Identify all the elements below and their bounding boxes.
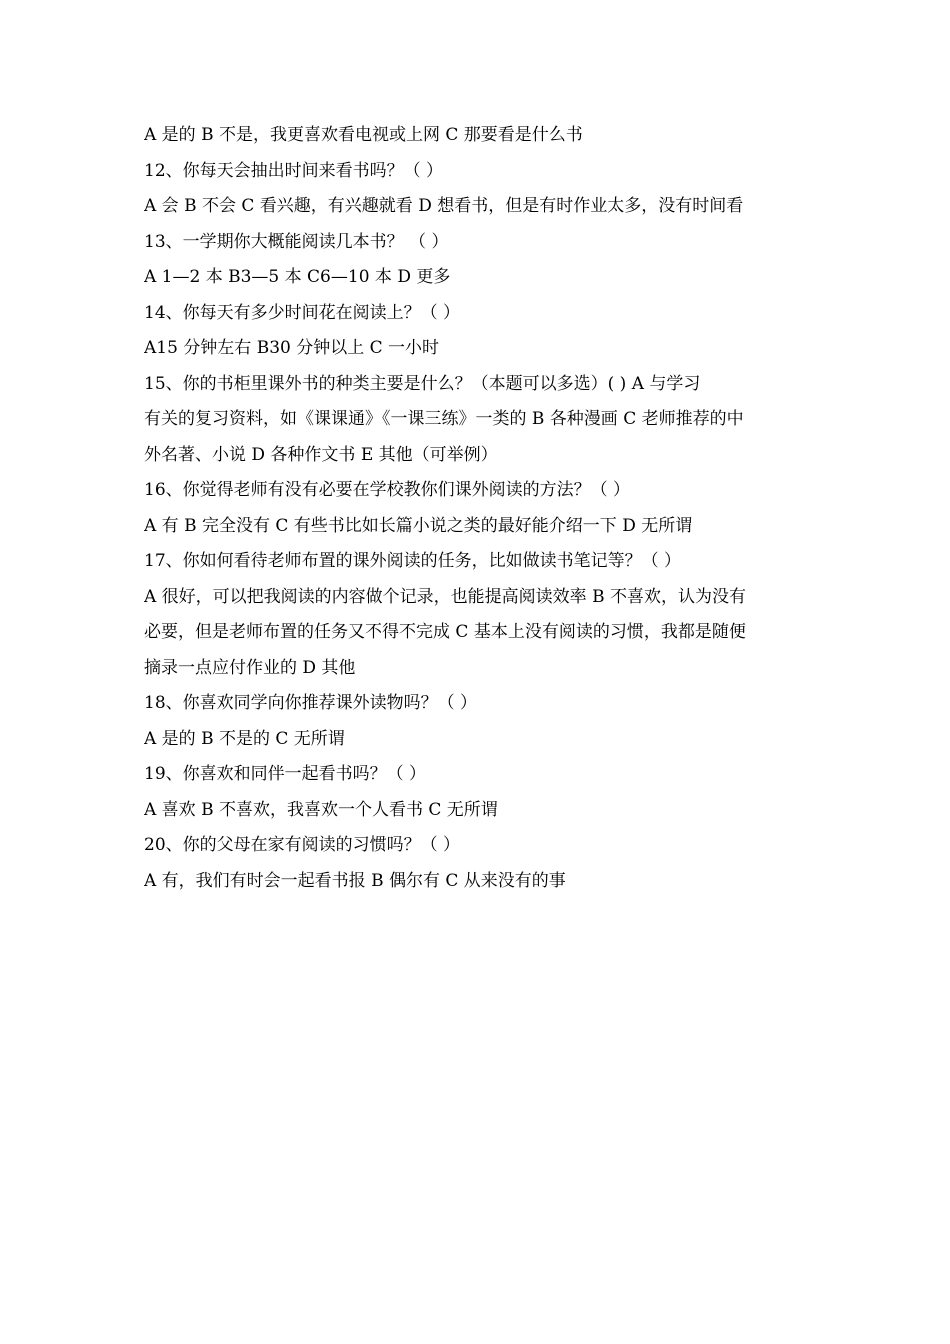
- answer-options-19: A 喜欢 B 不喜欢，我喜欢一个人看书 C 无所谓: [144, 799, 498, 820]
- answer-options-18: A 是的 B 不是的 C 无所谓: [144, 728, 345, 749]
- question-17: 17、你如何看待老师布置的课外阅读的任务，比如做读书笔记等？（ ）: [144, 551, 682, 571]
- answer-options-14: A15 分钟左右 B30 分钟以上 C 一小时: [144, 338, 440, 358]
- answer-options-15-line-1: 有关的复习资料，如《课课通》《一课三练》一类的 B 各种漫画 C 老师推荐的中: [144, 409, 744, 429]
- question-13: 13、一学期你大概能阅读几本书？ （ ）: [144, 231, 449, 252]
- answer-options-15-line-2: 外名著、小说 D 各种作文书 E 其他（可举例）: [144, 444, 498, 465]
- answer-options-17-line-2: 必要，但是老师布置的任务又不得不完成 C 基本上没有阅读的习惯，我都是随便: [144, 622, 746, 642]
- question-20: 20、你的父母在家有阅读的习惯吗？（ ）: [144, 835, 461, 855]
- question-18: 18、你喜欢同学向你推荐课外读物吗？（ ）: [144, 693, 478, 713]
- answer-options-13: A 1—2 本 B3—5 本 C6—10 本 D 更多: [144, 267, 451, 287]
- answer-options-20: A 有，我们有时会一起看书报 B 偶尔有 C 从来没有的事: [144, 870, 566, 891]
- question-12: 12、你每天会抽出时间来看书吗？（ ）: [144, 160, 444, 181]
- answer-options-11: A 是的 B 不是，我更喜欢看电视或上网 C 那要看是什么书: [144, 125, 583, 145]
- answer-options-17-line-1: A 很好，可以把我阅读的内容做个记录，也能提高阅读效率 B 不喜欢，认为没有: [144, 586, 746, 607]
- answer-options-16: A 有 B 完全没有 C 有些书比如长篇小说之类的最好能介绍一下 D 无所谓: [144, 515, 693, 536]
- question-19: 19、你喜欢和同伴一起看书吗？（ ）: [144, 764, 427, 784]
- answer-options-12: A 会 B 不会 C 看兴趣，有兴趣就看 D 想看书，但是有时作业太多，没有时间看: [144, 196, 744, 216]
- answer-options-17-line-3: 摘录一点应付作业的 D 其他: [144, 657, 356, 678]
- question-14: 14、你每天有多少时间花在阅读上？（ ）: [144, 302, 461, 323]
- question-16: 16、你觉得老师有没有必要在学校教你们课外阅读的方法？（ ）: [144, 480, 631, 500]
- document-page: [144, 118, 810, 899]
- question-15: 15、你的书柜里课外书的种类主要是什么？（本题可以多选）( ) A 与学习: [144, 373, 701, 394]
